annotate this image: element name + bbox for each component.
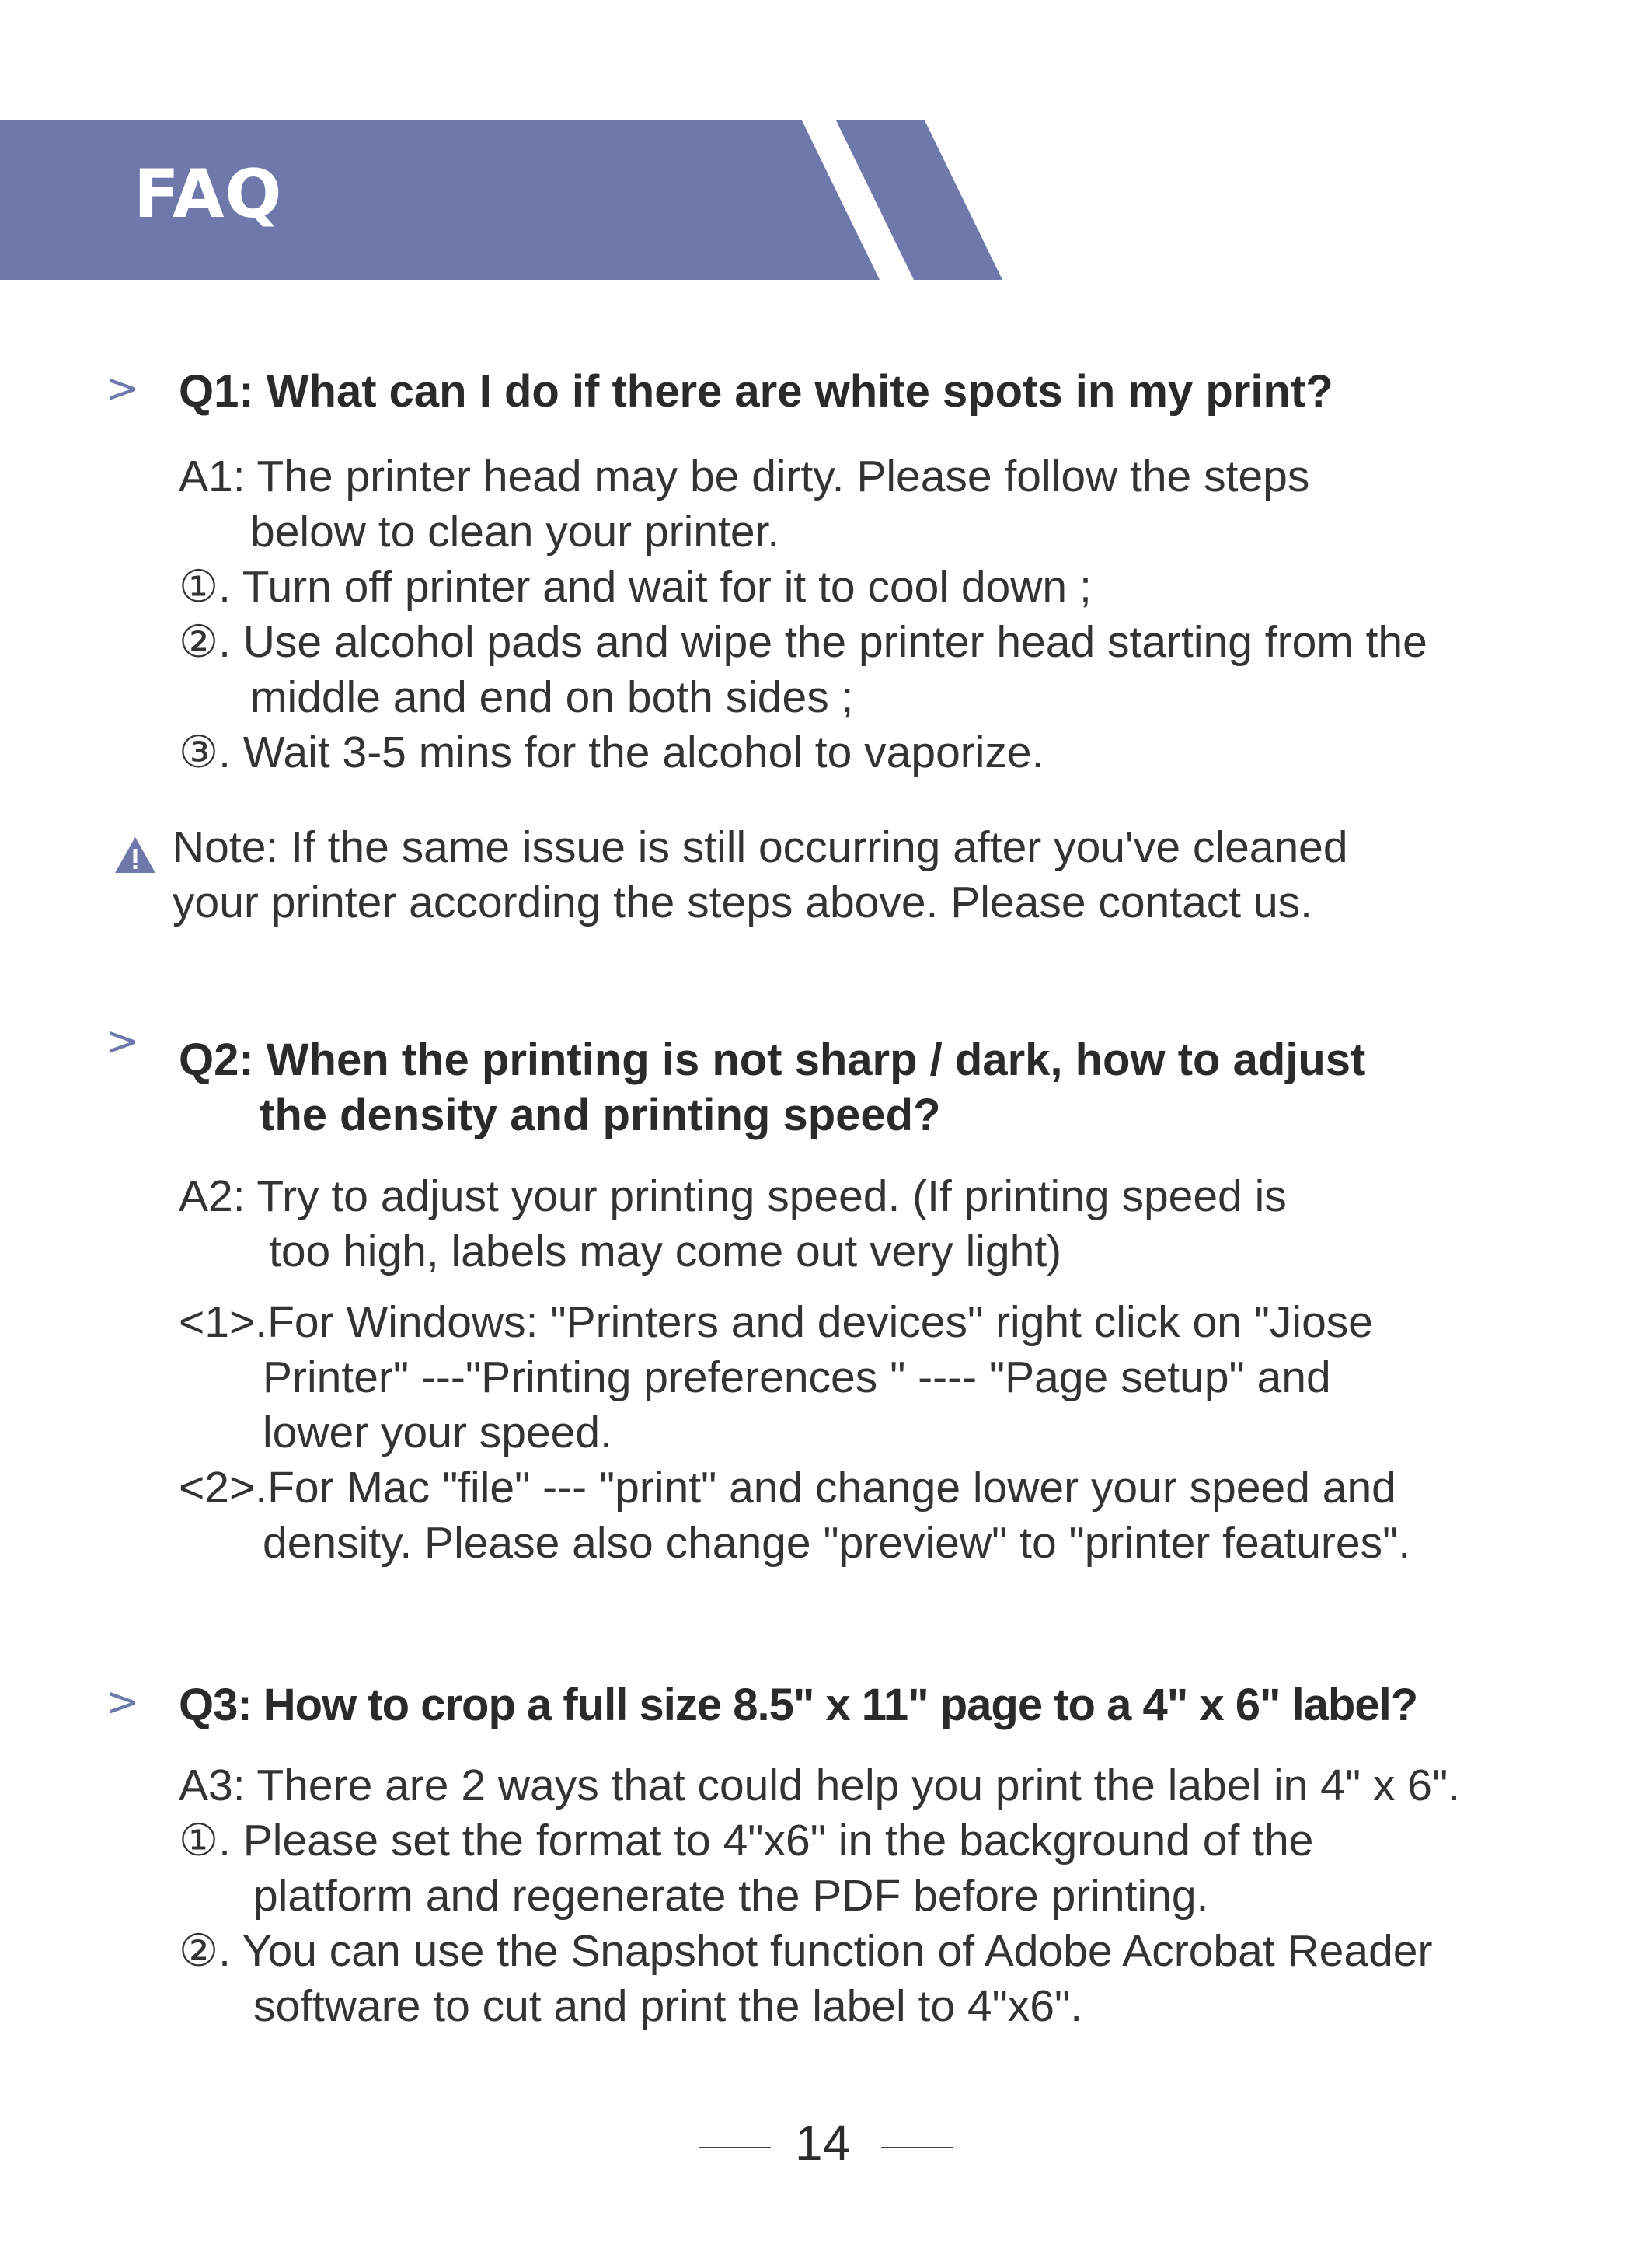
q1-step-3: ③. Wait 3-5 mins for the alcohol to vaporize. [179,728,1044,777]
q1-step-2: ②. Use alcohol pads and wipe the printer head starting from the [179,617,1427,667]
faq-banner [0,0,1652,295]
footer-rule-left [699,2147,771,2148]
q1-chevron-icon: > [106,365,140,412]
q1-question: Q1: What can I do if there are white spots in my print? [179,366,1333,417]
footer-rule-right [881,2147,953,2148]
q2-answer-line: A2: Try to adjust your printing speed. (If printing speed is [179,1171,1287,1221]
q3-answer [179,1758,1460,2034]
q2-question [179,1032,1365,1143]
page-footer [0,2114,1652,2176]
banner-shape [0,0,1652,295]
q3-chevron-icon: > [106,1679,140,1726]
q2-step-mac: <2>.For Mac "file" --- "print" and change lower your speed and [179,1463,1396,1513]
q2-step-windows-cont: lower your speed. [263,1408,612,1457]
q2-steps [179,1295,1410,1571]
q3-step-2: ②. You can use the Snapshot function of Adobe Acrobat Reader [179,1926,1433,1976]
q3-step-1-cont: platform and regenerate the PDF before printing. [253,1871,1209,1921]
note-line: your printer according the steps above. Please contact us. [173,878,1312,927]
note-line: Note: If the same issue is still occurring after you've cleaned [173,822,1348,872]
q1-answer [179,449,1427,780]
q1-step-2-cont: middle and end on both sides ; [250,672,854,722]
q1-note [173,820,1348,930]
q3-answer-line: A3: There are 2 ways that could help you print the label in 4" x 6". [179,1761,1461,1810]
q2-question-line: Q2: When the printing is not sharp / dark, how to adjust [179,1035,1366,1085]
page-title: FAQ [134,155,283,233]
q2-step-windows: <1>.For Windows: "Printers and devices" right click on "Jiose [179,1297,1373,1347]
q3-question: Q3: How to crop a full size 8.5" x 11" page to a 4" x 6" label? [179,1680,1418,1730]
q2-step-mac-cont: density. Please also change "preview" to "printer features". [263,1518,1411,1568]
q2-chevron-icon: > [106,1018,140,1065]
q2-question-line: the density and printing speed? [260,1090,941,1140]
q2-answer [179,1169,1287,1279]
q1-answer-line: below to clean your printer. [250,507,780,557]
q3-step-1: ①. Please set the format to 4"x6" in the background of the [179,1816,1314,1865]
q1-answer-line: A1: The printer head may be dirty. Please follow the steps [179,452,1310,501]
q2-step-windows-cont: Printer" ---"Printing preferences " ---- "Page setup" and [263,1352,1331,1402]
q2-answer-line: too high, labels may come out very light) [269,1227,1062,1276]
warning-icon [113,836,157,874]
page-number: 14 [795,2115,851,2171]
q1-step-1: ①. Turn off printer and wait for it to cool down ; [179,562,1092,612]
q3-step-2-cont: software to cut and print the label to 4"x6". [253,1981,1083,2031]
